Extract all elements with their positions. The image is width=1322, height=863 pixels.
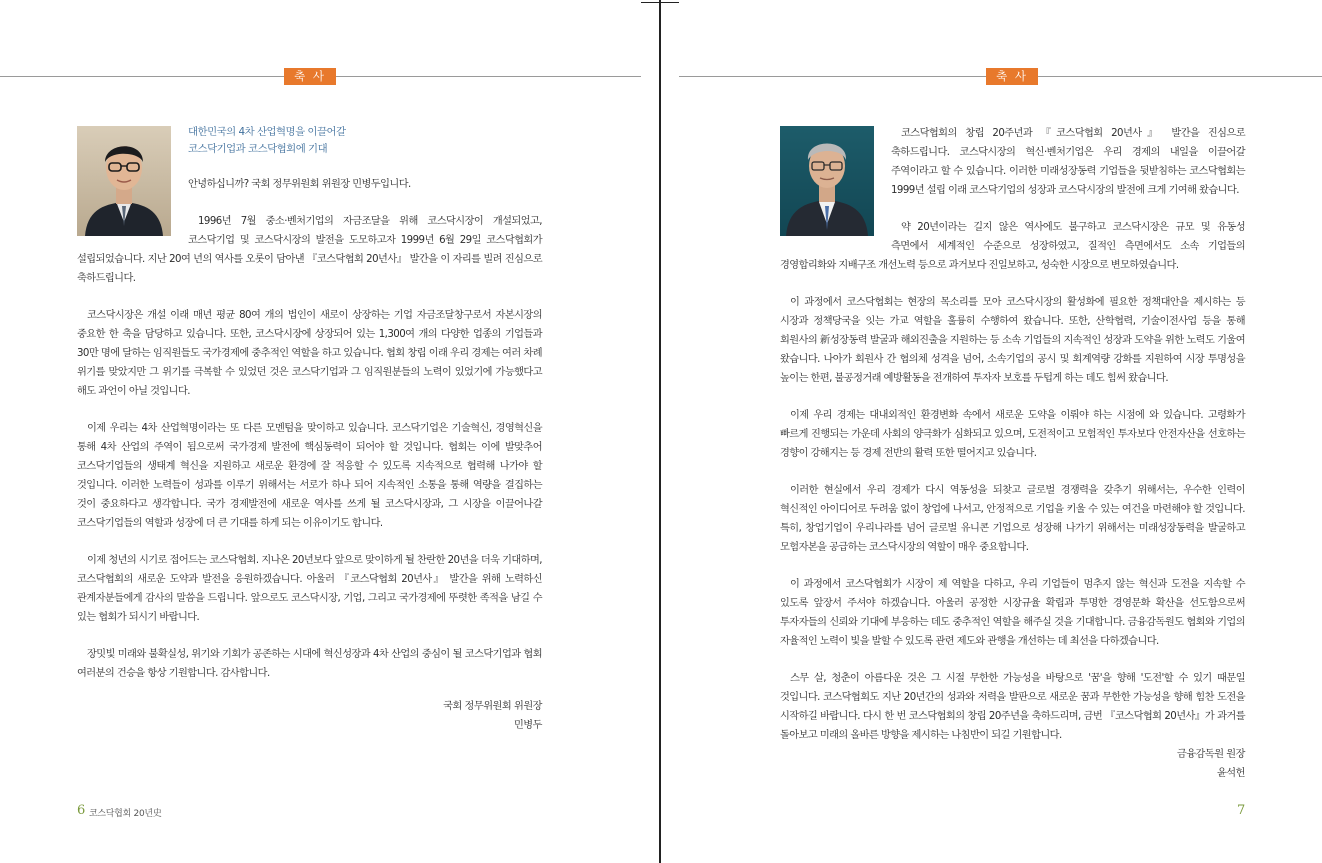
paragraph: 1996년 7월 중소·벤처기업의 자금조달을 위해 코스닥시장이 개설되었고, 코스닥기업 및 코스닥시장의 발전을 도모하고자 1999년 6월 29일 코스닥협회가 설립되었습니다. 지난 20여 년의 역사를 오롯이 담아낸 『코스닥협회 20년사』 발간을 이 자리를 빌려 진심으로 축하드립니다. [77,216,542,284]
greeting: 안녕하십니까? 국회 정무위원회 위원장 민병두입니다. [188,179,411,190]
paragraph: 이제 우리 경제는 대내외적인 환경변화 속에서 새로운 도약을 이뤄야 하는 시점에 와 있습니다. 고령화가 빠르게 진행되는 가운데 사회의 양극화가 심화되고 있으며, 도전적이고 모험적인 투자보다 안전자산을 선호하는 경향이 강해지는 등 경제 전반의 활력 또한 떨어지고 있습니다. [780,410,1245,459]
signature-title: 국회 정무위원회 위원장 [443,701,542,712]
paragraph: 코스닥시장은 개설 이래 매년 평균 80여 개의 법인이 새로이 상장하는 기업 자금조달창구로서 자본시장의 중요한 한 축을 담당하고 있습니다. 또한, 코스닥시장에 상장되어 있는 1,300여 개의 다양한 업종의 기업들과 30만 명에 달하는 임직원들도 국가경제에 중추적인 역할을 하고 있습니다. 협회 창립 이래 우리 경제는 여러 차례 위기를 맞았지만 그 위기를 극복할 수 있었던 것은 코스닥기업과 그 임직원분들의 노력이 있었기에 가능했다고 해도 과언이 아닐 것입니다. [77,310,542,397]
page-spine [659,0,661,863]
paragraph: 이제 우리는 4차 산업혁명이라는 또 다른 모멘텀을 맞이하고 있습니다. 코스닥기업은 기술혁신, 경영혁신을 통해 4차 산업의 주역이 됨으로써 국가경제 발전에 핵심동력이 되어야 할 것입니다. 협회는 이에 발맞추어 코스닥기업들의 생태계 혁신을 지원하고 새로운 환경에 잘 적응할 수 있도록 지속적으로 협력해 나가야 할 것입니다. 이러한 노력들이 성과를 이루기 위해서는 서로가 하나 되어 지속적인 소통을 통해 역량을 결집하는 것이 중요하다고 생각합니다. 국가 경제발전에 새로운 역사를 쓰게 될 코스닥시장과, 그 시장을 이끌어나갈 코스닥기업들의 역할과 성장에 더 큰 기대를 하게 되는 이유이기도 합니다. [77,423,542,529]
crop-mark [641,2,679,3]
left-body [77,124,542,735]
paragraph: 스무 살, 청춘이 아름다운 것은 그 시절 무한한 가능성을 바탕으로 '꿈'을 향해 '도전'할 수 있기 때문일 것입니다. 코스닥협회도 지난 20년간의 성과와 저력을 발판으로 새로운 꿈과 무한한 가능성을 향해 힘찬 도전을 시작하길 바랍니다. 다시 한 번 코스닥협회의 창립 20주년을 축하드리며, 금번 『코스닥협회 20년사』가 과거를 돌아보고 미래의 올바른 방향을 제시하는 나침반이 되길 기원합니다. [780,673,1245,741]
right-body [780,124,1245,783]
paragraph: 장밋빛 미래와 불확실성, 위기와 기회가 공존하는 시대에 혁신성장과 4차 산업의 중심이 될 코스닥기업과 협회 여러분의 건승을 항상 기원합니다. 감사합니다. [77,649,542,679]
page-number: 6 [77,803,86,818]
paragraph: 이 과정에서 코스닥협회가 시장이 제 역할을 다하고, 우리 기업들이 멈추지 않는 혁신과 도전을 지속할 수 있도록 앞장서 주셔야 하겠습니다. 아울러 공정한 시장규율 확립과 투명한 경영문화 확산을 선도함으로써 투자자들의 신뢰와 기대에 부응하는 데도 중추적인 역할을 해주실 것을 기대합니다. 금융감독원도 협회와 기업의 자율적인 노력이 빛을 발할 수 있도록 관련 제도와 관행을 개선하는 데 최선을 다하겠습니다. [780,579,1245,647]
paragraph: 이러한 현실에서 우리 경제가 다시 역동성을 되찾고 글로벌 경쟁력을 갖추기 위해서는, 우수한 인력이 혁신적인 아이디어로 두려움 없이 창업에 나서고, 안정적으로 기업을 키울 수 있는 여건을 마련해야 할 것입니다. 특히, 창업기업이 우리나라를 넘어 글로벌 유니콘 기업으로 성장해 나가기 위해서는 미래성장동력을 발굴하고 모험자본을 공급하는 코스닥시장의 역할이 매우 중요합니다. [780,485,1245,553]
signature-name: 윤석헌 [1216,768,1245,779]
page-number: 7 [1237,803,1246,818]
subtitle-line: 대한민국의 4차 산업혁명을 이끌어갈 [188,126,346,138]
paragraph: 이 과정에서 코스닥협회는 현장의 목소리를 모아 코스닥시장의 활성화에 필요한 정책대안을 제시하는 등 시장과 정책당국을 잇는 가교 역할을 훌륭히 수행하여 왔습니다. 또한, 산학협력, 기술이전사업 등을 통해 회원사의 新성장동력 발굴과 해외진출을 지원하는 등 소속 기업들의 지속적인 성장과 도약을 위한 노력도 기울여 왔습니다. 나아가 회원사 간 협의체 성격을 넘어, 소속기업의 공시 및 회계역량 강화를 지원하여 시장 투명성을 높이는 한편, 불공정거래 예방활동을 전개하여 투자자 보호를 두텁게 하는 데도 힘써 왔습니다. [780,297,1245,384]
left-section-tag: 축 사 [284,68,336,85]
running-title: 코스닥협회 20년史 [89,809,162,819]
signature-title: 금융감독원 원장 [1176,749,1245,760]
paragraph: 약 20년이라는 길지 않은 역사에도 불구하고 코스닥시장은 규모 및 유동성 측면에서 세계적인 수준으로 성장하였고, 질적인 측면에서도 소속 기업들의 경영합리화와 지배구조 개선노력 등으로 과거보다 진일보하고, 성숙한 시장으로 변모하였습니다. [780,222,1245,271]
paragraph: 코스닥협회의 창립 20주년과 『코스닥협회 20년사』 발간을 진심으로 축하드립니다. 코스닥시장의 혁신·벤처기업은 우리 경제의 내일을 이끌어갈 주역이라고 할 수 있습니다. 이러한 미래성장동력 기업들을 뒷받침하는 코스닥협회는 1999년 설립 이래 코스닥기업의 성장과 코스닥시장의 발전에 크게 기여해 왔습니다. [891,128,1245,196]
subtitle-line: 코스닥기업과 코스닥협회에 기대 [188,143,328,155]
signature-name: 민병두 [513,720,542,731]
right-section-tag: 축 사 [986,68,1038,85]
paragraph: 이제 청년의 시기로 접어드는 코스닥협회. 지나온 20년보다 앞으로 맞이하게 될 찬란한 20년을 더욱 기대하며, 코스닥협회의 새로운 도약과 발전을 응원하겠습니다. 아울러 『코스닥협회 20년사』 발간을 위해 노력하신 관계자분들에게 감사의 말씀을 드립니다. 앞으로도 코스닥시장, 기업, 그리고 국가경제에 뚜렷한 족적을 남길 수 있는 협회가 되시기 바랍니다. [77,555,542,623]
